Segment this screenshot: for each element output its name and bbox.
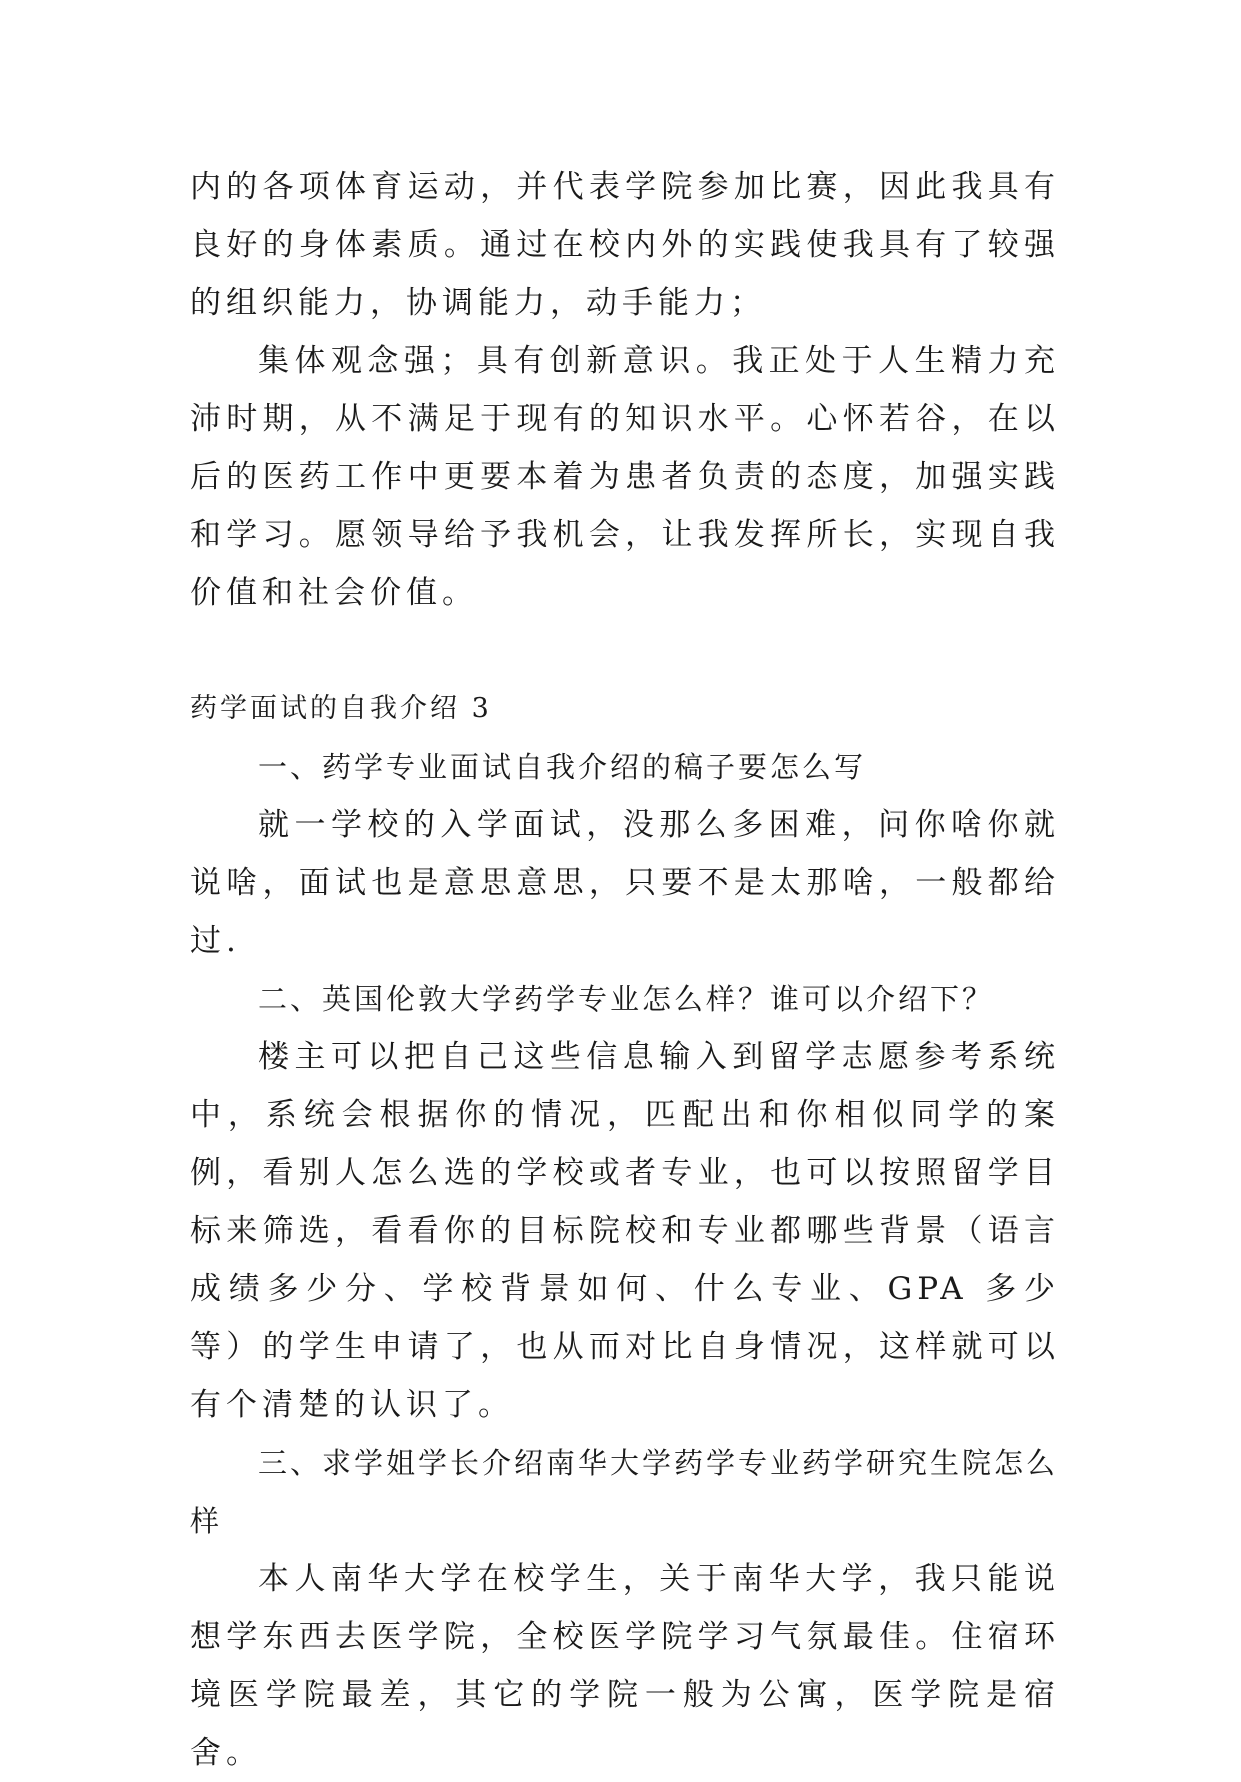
answer-paragraph-1: 就一学校的入学面试，没那么多困难，问你啥你就说啥，面试也是意思意思，只要不是太那啥，一般都给过. xyxy=(190,807,1060,959)
question-heading-2: 二、英国伦敦大学药学专业怎么样？谁可以介绍下？ xyxy=(258,982,995,1016)
question-heading-1: 一、药学专业面试自我介绍的稿子要怎么写 xyxy=(258,750,867,784)
answer-paragraph-2: 楼主可以把自己这些信息输入到留学志愿参考系统中，系统会根据你的情况，匹配出和你相似同学的案例，看别人怎么选的学校或者专业，也可以按照留学目标来筛选，看看你的目标院校和专业都哪些背景（语言成绩多少分、学校背景如何、什么专业、GPA 多少等）的学生申请了，也从而对比自身情况，这样就可以有个清楚的认识了。 xyxy=(190,1039,1060,1423)
paragraph-collective-spirit: 集体观念强；具有创新意识。我正处于人生精力充沛时期，从不满足于现有的知识水平。心怀若谷，在以后的医药工作中更要本着为患者负责的态度，加强实践和学习。愿领导给予我机会，让我发挥所长，实现自我价值和社会价值。 xyxy=(190,343,1060,611)
answer-paragraph-3: 本人南华大学在校学生，关于南华大学，我只能说想学东西去医学院，全校医学院学习气氛最佳。住宿环境医学院最差，其它的学院一般为公寓，医学院是宿舍。 xyxy=(190,1561,1060,1771)
section-title: 药学面试的自我介绍 3 xyxy=(190,693,492,724)
paragraph-continued: 内的各项体育运动，并代表学院参加比赛，因此我具有良好的身体素质。通过在校内外的实践使我具有了较强的组织能力，协调能力，动手能力； xyxy=(190,169,1060,321)
question-heading-3: 三、求学姐学长介绍南华大学药学专业药学研究生院怎么样 xyxy=(190,1446,1059,1538)
document-body xyxy=(190,158,1060,1782)
